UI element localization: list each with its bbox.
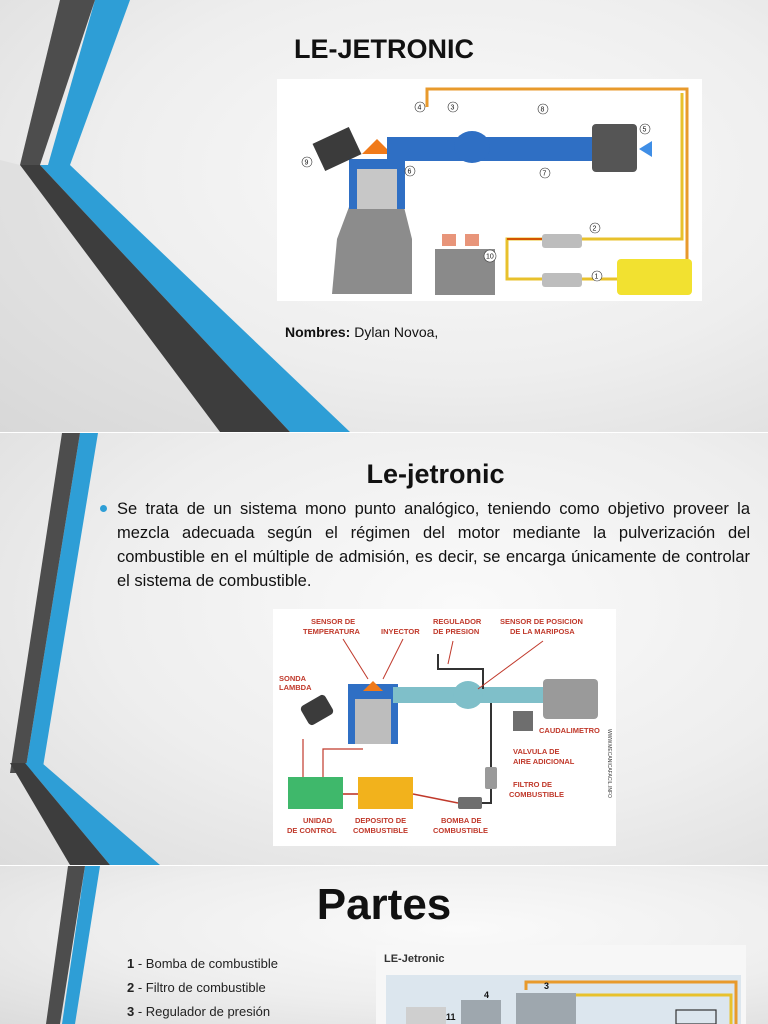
label-sonda: SONDA bbox=[279, 674, 307, 683]
label-mariposa-2: DE LA MARIPOSA bbox=[510, 627, 575, 636]
label-valvula: VALVULA DE bbox=[513, 747, 560, 756]
diagram-number: 5 bbox=[642, 126, 647, 134]
label-sensor-temp: SENSOR DE bbox=[311, 617, 356, 626]
label-sensor-temp-2: TEMPERATURA bbox=[303, 627, 360, 636]
label-deposito: DEPOSITO DE bbox=[355, 816, 407, 825]
names-value: Dylan Novoa, bbox=[354, 324, 439, 340]
names-label: Nombres: bbox=[285, 324, 351, 340]
diagram-number: 9 bbox=[304, 159, 309, 167]
list-item bbox=[127, 978, 278, 1002]
le-jetronic-system-diagram bbox=[277, 79, 702, 301]
diagram-number: 10 bbox=[486, 253, 494, 261]
label-bomba-2: COMBUSTIBLE bbox=[433, 826, 488, 835]
diagram-number: 2 bbox=[592, 225, 597, 233]
part-number: 1 bbox=[127, 956, 135, 971]
slide-3 bbox=[0, 866, 768, 1024]
list-item bbox=[127, 1002, 278, 1024]
diagram-number: 7 bbox=[542, 170, 547, 178]
label-filtro: FILTRO DE bbox=[513, 780, 553, 789]
figure-number: 3 bbox=[544, 981, 550, 991]
label-sonda-2: LAMBDA bbox=[279, 683, 312, 692]
part-label: - Filtro de combustible bbox=[134, 980, 266, 995]
label-deposito-2: COMBUSTIBLE bbox=[353, 826, 408, 835]
diagram-number: 8 bbox=[540, 106, 545, 114]
label-regulador-2: DE PRESION bbox=[433, 627, 480, 636]
figure-number: 11 bbox=[446, 1012, 456, 1022]
slide-1-title: LE-JETRONIC bbox=[293, 34, 474, 64]
diagram-number: 4 bbox=[417, 104, 422, 112]
diagram-number: 1 bbox=[594, 273, 599, 281]
diagram-number: 3 bbox=[450, 104, 455, 112]
slide-2-title: Le-jetronic bbox=[366, 459, 505, 489]
label-unidad: UNIDAD bbox=[303, 816, 333, 825]
part-label: - Bomba de combustible bbox=[134, 956, 279, 971]
diagram-number: 6 bbox=[407, 168, 412, 176]
part-number: 2 bbox=[127, 980, 135, 995]
component-labels-diagram bbox=[273, 609, 616, 846]
label-filtro-2: COMBUSTIBLE bbox=[509, 790, 564, 799]
slide-2 bbox=[0, 433, 768, 865]
le-jetronic-figure bbox=[376, 945, 746, 1024]
diagram-watermark: WWW.MECANICAFACIL.INFO bbox=[606, 729, 612, 798]
slide-1 bbox=[0, 0, 768, 432]
part-number: 3 bbox=[127, 1004, 135, 1019]
figure-number: 4 bbox=[484, 990, 490, 1000]
label-regulador: REGULADOR bbox=[433, 617, 482, 626]
list-item bbox=[127, 954, 278, 978]
figure-caption: LE-Jetronic bbox=[384, 953, 445, 965]
description-paragraph bbox=[100, 497, 750, 593]
label-mariposa: SENSOR DE POSICION bbox=[500, 617, 583, 626]
slide-3-title: Partes bbox=[316, 880, 452, 929]
description-text: Se trata de un sistema mono punto analógico, teniendo como objetivo proveer la mezcla adecuada según el régimen del motor mediante la pulverización del combustible en el múltiple de admisión, es decir, se encarga únicamente de controlar el sistema de combustible. bbox=[117, 500, 750, 590]
label-valvula-2: AIRE ADICIONAL bbox=[513, 757, 575, 766]
parts-list bbox=[127, 954, 278, 1024]
label-unidad-2: DE CONTROL bbox=[287, 826, 337, 835]
names-line bbox=[285, 324, 438, 340]
label-bomba: BOMBA DE bbox=[441, 816, 482, 825]
part-label: - Regulador de presión bbox=[134, 1004, 271, 1019]
label-inyector: INYECTOR bbox=[381, 627, 420, 636]
label-caudalimetro: CAUDALIMETRO bbox=[539, 726, 600, 735]
